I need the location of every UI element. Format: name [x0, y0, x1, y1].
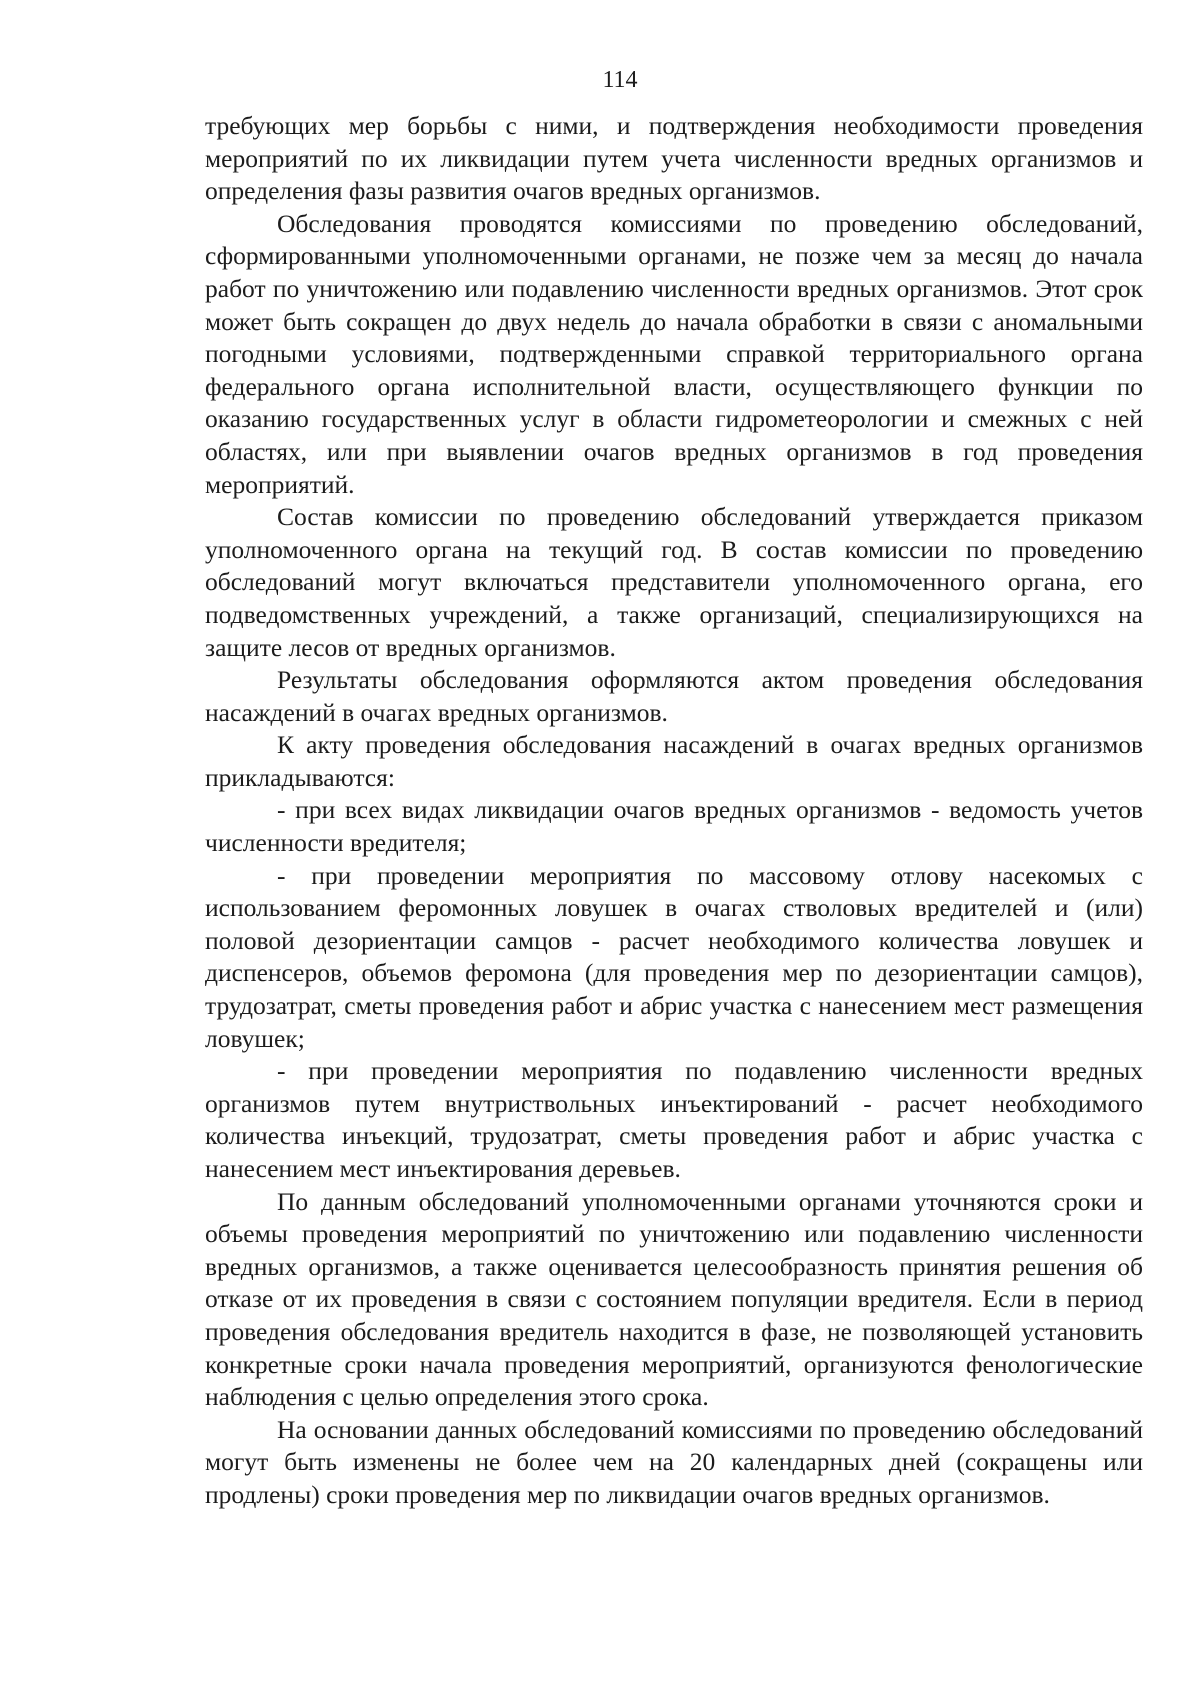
paragraph-survey-results: Результаты обследования оформляются актом проведения обследования насаждений в очагах вредных организмов. — [205, 665, 1143, 727]
paragraph-continuation: требующих мер борьбы с ними, и подтверждения необходимости проведения мероприятий по их ликвидации путем учета численности вредных организмов и определения фазы развития очагов вредных организмов. — [205, 111, 1143, 206]
paragraph-commission-composition: Состав комиссии по проведению обследований утверждается приказом уполномоченного органа на текущий год. В состав комиссии по проведению обследований могут включаться представители уполномоченного органа, его подведомственных учреждений, а также организаций, специализирующихся на защите лесов от вредных организмов. — [205, 502, 1143, 662]
list-item-population-record: - при всех видах ликвидации очагов вредных организмов - ведомость учетов численности вредителя; — [205, 795, 1143, 858]
page-number: 114 — [602, 67, 638, 93]
document-body — [205, 110, 1143, 1512]
paragraph-survey-data-usage: По данным обследований уполномоченными органами уточняются сроки и объемы проведения мероприятий по уничтожению или подавлению численности вредных организмов, а также оценивается целесообразность принятия решения об отказе от их проведения в связи с состоянием популяции вредителя. Если в период проведения обследования вредитель находится в фазе, не позволяющей установить конкретные сроки начала проведения мероприятий, организуются фенологические наблюдения с целью определения этого срока. — [205, 1186, 1143, 1412]
paragraph-survey-timing: Обследования проводятся комиссиями по проведению обследований, сформированными уполномоченными органами, не позже чем за месяц до начала работ по уничтожению или подавлению численности вредных организмов. Этот срок может быть сокращен до двух недель до начала обработки в связи с аномальными погодными условиями, подтвержденными справкой территориального органа федерального органа исполнительной власти, осуществляющего функции по оказанию государственных услуг в области гидрометеорологии и смежных с ней областях, или при выявлении очагов вредных организмов в год проведения мероприятий. — [205, 208, 1143, 499]
paragraph-deadline-changes: На основании данных обследований комиссиями по проведению обследований могут быть изменены не более чем на 20 календарных дней (сокращены или продлены) сроки проведения мер по ликвидации очагов вредных организмов. — [205, 1414, 1143, 1509]
list-item-injections: - при проведении мероприятия по подавлению численности вредных организмов путем внутриствольных инъектирований - расчет необходимого количества инъекций, трудозатрат, сметы проведения работ и абрис участка с нанесением мест инъектирования деревьев. — [205, 1056, 1143, 1183]
list-item-pheromone-traps: - при проведении мероприятия по массовому отлову насекомых с использованием феромонных ловушек в очагах стволовых вредителей и (или) половой дезориентации самцов - расчет необходимого количества ловушек и диспенсеров, объемов феромона (для проведения мер по дезориентации самцов), трудозатрат, сметы проведения работ и абрис участка с нанесением мест размещения ловушек; — [205, 860, 1143, 1053]
paragraph-act-attachments: К акту проведения обследования насаждений в очагах вредных организмов прикладываются: — [205, 730, 1143, 792]
